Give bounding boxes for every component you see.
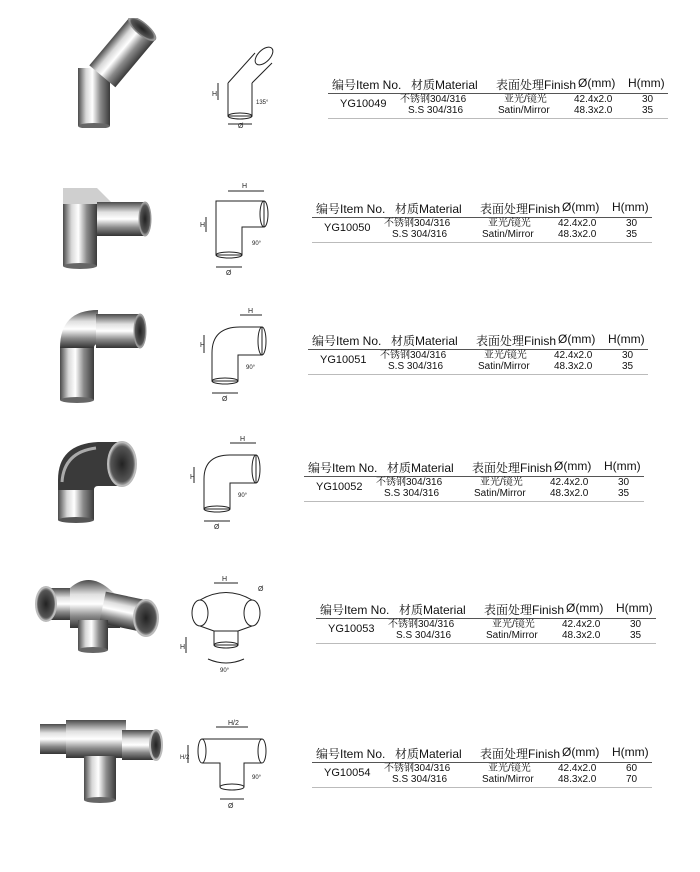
- header-item-no: 编号Item No.: [320, 603, 390, 617]
- header-diameter: Ø(mm): [566, 601, 604, 615]
- header-item-no: 编号Item No.: [316, 202, 386, 216]
- material-en: S.S 304/316: [408, 105, 464, 116]
- header-material: 材质Material: [395, 202, 462, 216]
- height-1: 30: [626, 218, 638, 229]
- material-en: S.S 304/316: [384, 488, 440, 499]
- sketch-h-label: H: [240, 436, 246, 443]
- product-row-yg10054: [0, 705, 700, 825]
- header-material: 材质Material: [395, 747, 462, 761]
- tee-connector-drawing: [180, 717, 280, 817]
- header-diameter: Ø(mm): [562, 745, 600, 759]
- item-code: YG10052: [316, 481, 363, 493]
- finish-en: Satin/Mirror: [486, 630, 538, 641]
- item-code: YG10054: [324, 767, 371, 779]
- header-material: 材质Material: [387, 461, 454, 475]
- header-item-no: 编号Item No.: [316, 747, 386, 761]
- sketch-angle-label: 90°: [252, 775, 262, 781]
- product-row-yg10051: [0, 295, 700, 415]
- row-rule: [312, 242, 652, 243]
- header-diameter: Ø(mm): [562, 200, 600, 214]
- header-material: 材质Material: [411, 78, 478, 92]
- header-height: H(mm): [604, 459, 641, 473]
- sketch-h-label: H: [242, 183, 248, 190]
- sketch-h-label-side: H: [200, 222, 206, 229]
- header-rule: [316, 618, 656, 619]
- height-2: 35: [630, 630, 642, 641]
- header-height: H(mm): [612, 745, 649, 759]
- sketch-angle-label: 90°: [252, 241, 262, 247]
- header-rule: [308, 349, 648, 350]
- item-code: YG10053: [328, 623, 375, 635]
- height-1: 30: [618, 477, 630, 488]
- elbow-135-photo: [58, 18, 168, 128]
- finish-cn: 亚光/镜光: [484, 350, 527, 361]
- sketch-h-label-side: H: [190, 474, 196, 481]
- diameter-2: 48.3x2.0: [574, 105, 613, 116]
- sketch-d-label: Ø: [222, 396, 228, 403]
- finish-en: Satin/Mirror: [478, 361, 530, 372]
- height-1: 60: [626, 763, 638, 774]
- item-code: YG10050: [324, 222, 371, 234]
- header-item-no: 编号Item No.: [312, 334, 382, 348]
- sketch-h-label: H: [222, 576, 228, 583]
- header-rule: [312, 217, 652, 218]
- sketch-d-label: Ø: [238, 123, 244, 128]
- item-code: YG10049: [340, 98, 387, 110]
- sketch-h-label: H: [248, 308, 254, 315]
- material-cn: 不锈钢304/316: [380, 350, 447, 361]
- elbow-90-dark-drawing: [190, 433, 280, 533]
- tee-connector-photo: [36, 710, 166, 810]
- sketch-h-label: H: [212, 91, 218, 98]
- height-2: 35: [618, 488, 630, 499]
- header-item-no: 编号Item No.: [308, 461, 378, 475]
- header-diameter: Ø(mm): [554, 459, 592, 473]
- material-en: S.S 304/316: [392, 774, 448, 785]
- three-way-elbow-photo: [30, 570, 160, 660]
- sketch-d-label: Ø: [228, 803, 234, 810]
- material-cn: 不锈钢304/316: [384, 218, 451, 229]
- row-rule: [312, 787, 652, 788]
- material-en: S.S 304/316: [388, 361, 444, 372]
- sketch-h-label: H/2: [228, 720, 239, 727]
- finish-cn: 亚光/镜光: [504, 94, 547, 105]
- diameter-2: 48.3x2.0: [558, 774, 597, 785]
- elbow-90-round-drawing: [200, 305, 290, 405]
- material-cn: 不锈钢304/316: [388, 619, 455, 630]
- diameter-1: 42.4x2.0: [574, 94, 613, 105]
- sketch-angle-label: 135°: [256, 100, 269, 106]
- header-rule: [328, 93, 668, 94]
- header-item-no: 编号Item No.: [332, 78, 402, 92]
- header-height: H(mm): [628, 76, 665, 90]
- row-rule: [308, 374, 648, 375]
- header-rule: [304, 476, 644, 477]
- finish-en: Satin/Mirror: [474, 488, 526, 499]
- height-2: 70: [626, 774, 638, 785]
- three-way-elbow-drawing: [178, 573, 278, 673]
- row-rule: [316, 643, 656, 644]
- sketch-h-label-side: H: [200, 342, 206, 349]
- sketch-angle-label: 90°: [220, 668, 230, 673]
- header-finish: 表面处理Finish: [480, 747, 561, 761]
- header-finish: 表面处理Finish: [480, 202, 561, 216]
- material-cn: 不锈钢304/316: [384, 763, 451, 774]
- diameter-2: 48.3x2.0: [562, 630, 601, 641]
- sketch-d-label: Ø: [214, 524, 220, 531]
- diameter-1: 42.4x2.0: [550, 477, 589, 488]
- height-2: 35: [642, 105, 654, 116]
- product-row-yg10052: [0, 425, 700, 545]
- finish-en: Satin/Mirror: [482, 229, 534, 240]
- header-finish: 表面处理Finish: [472, 461, 553, 475]
- material-en: S.S 304/316: [396, 630, 452, 641]
- height-2: 35: [626, 229, 638, 240]
- elbow-90-dark-photo: [48, 430, 158, 540]
- header-diameter: Ø(mm): [578, 76, 616, 90]
- finish-en: Satin/Mirror: [498, 105, 550, 116]
- header-finish: 表面处理Finish: [484, 603, 565, 617]
- header-rule: [312, 762, 652, 763]
- elbow-90-flat-photo: [55, 170, 165, 280]
- diameter-1: 42.4x2.0: [558, 218, 597, 229]
- material-en: S.S 304/316: [392, 229, 448, 240]
- diameter-2: 48.3x2.0: [550, 488, 589, 499]
- finish-cn: 亚光/镜光: [488, 763, 531, 774]
- sketch-h2-label: H/2: [180, 755, 190, 761]
- elbow-135-drawing: [200, 28, 290, 128]
- height-2: 35: [622, 361, 634, 372]
- product-row-yg10053: [0, 565, 700, 685]
- sketch-d-label: Ø: [258, 586, 264, 593]
- header-height: H(mm): [612, 200, 649, 214]
- sketch-h-label-side: H: [180, 644, 186, 651]
- header-finish: 表面处理Finish: [496, 78, 577, 92]
- diameter-2: 48.3x2.0: [554, 361, 593, 372]
- item-code: YG10051: [320, 354, 367, 366]
- diameter-1: 42.4x2.0: [558, 763, 597, 774]
- diameter-2: 48.3x2.0: [558, 229, 597, 240]
- row-rule: [328, 118, 668, 119]
- finish-en: Satin/Mirror: [482, 774, 534, 785]
- material-cn: 不锈钢304/316: [376, 477, 443, 488]
- height-1: 30: [622, 350, 634, 361]
- elbow-90-flat-drawing: [198, 177, 288, 277]
- material-cn: 不锈钢304/316: [400, 94, 467, 105]
- header-material: 材质Material: [399, 603, 466, 617]
- header-finish: 表面处理Finish: [476, 334, 557, 348]
- diameter-1: 42.4x2.0: [562, 619, 601, 630]
- elbow-90-round-photo: [52, 300, 162, 410]
- finish-cn: 亚光/镜光: [488, 218, 531, 229]
- sketch-d-label: Ø: [226, 270, 232, 277]
- header-height: H(mm): [616, 601, 653, 615]
- diameter-1: 42.4x2.0: [554, 350, 593, 361]
- header-diameter: Ø(mm): [558, 332, 596, 346]
- height-1: 30: [642, 94, 654, 105]
- row-rule: [304, 501, 644, 502]
- sketch-angle-label: 90°: [238, 493, 248, 499]
- sketch-angle-label: 90°: [246, 365, 256, 371]
- header-material: 材质Material: [391, 334, 458, 348]
- product-row-yg10049: [0, 18, 700, 138]
- height-1: 30: [630, 619, 642, 630]
- product-row-yg10050: [0, 165, 700, 285]
- header-height: H(mm): [608, 332, 645, 346]
- finish-cn: 亚光/镜光: [480, 477, 523, 488]
- finish-cn: 亚光/镜光: [492, 619, 535, 630]
